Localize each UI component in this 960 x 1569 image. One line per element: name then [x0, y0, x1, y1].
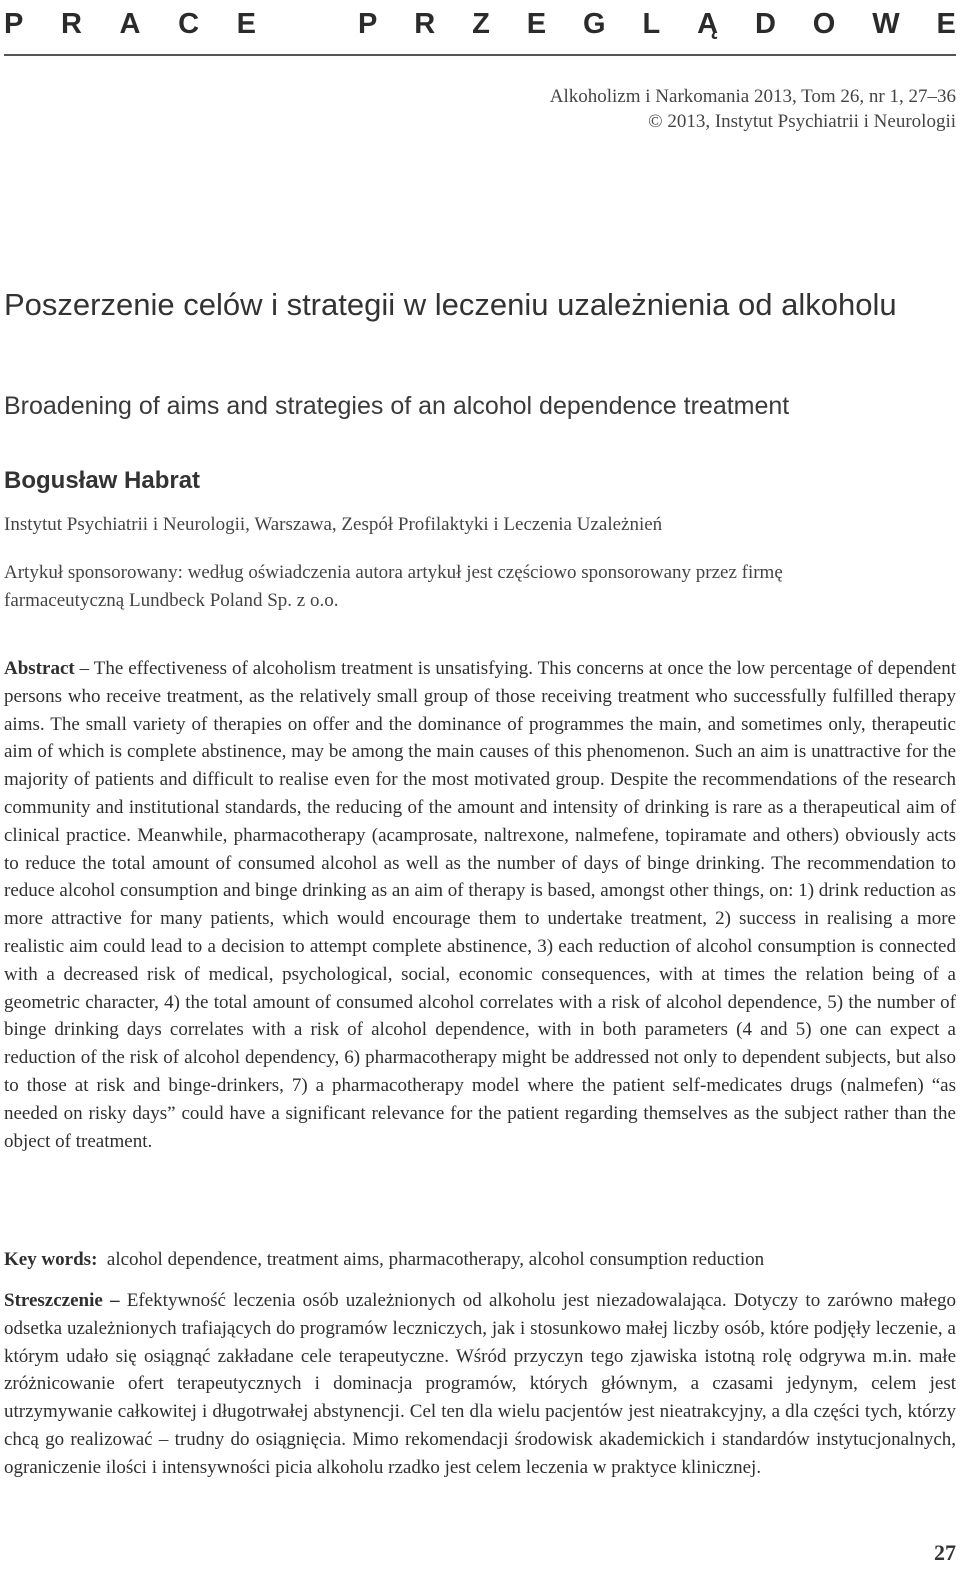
section-label-letter: C [178, 8, 200, 40]
abstract-label: Abstract [4, 658, 75, 679]
page-number: 27 [934, 1540, 956, 1565]
section-label-letter: R [414, 8, 436, 40]
article-title-polish: Poszerzenie celów i strategii w leczeniu uzależnienia od alkoholu [4, 287, 897, 322]
streszczenie-paragraph [4, 1287, 956, 1482]
section-label-letter: R [60, 8, 82, 40]
sponsorship-note: Artykuł sponsorowany: według oświadczenia autora artykuł jest częściowo sponsorowany przez firmę farmaceutyczną Lundbeck Poland Sp. z o.o. [4, 562, 783, 611]
section-label-letter: P [358, 8, 378, 40]
abstract-text: The effectiveness of alcoholism treatment is unsatisfying. This concerns at once the low percentage of dependent persons who receive treatment, as the relatively small group of those receiving treatment who successfully fulfilled therapy aims. The small variety of therapies on offer and the dominance of programmes the main, and sometimes only, therapeutic aim of which is complete abstinence, may be among the main causes of this phenomenon. Such an aim is unattractive for the majority of patients and difficult to realise even for the most motivated group. Despite the recommendations of the research community and institutional standards, the reducing of the amount and intensity of drinking is rare as a therapeutical aim of clinical practice. Meanwhile, pharmacotherapy (acamprosate, naltrexone, nalmefene, topiramate and others) obviously acts to reduce the total amount of consumed alcohol as well as the number of days of binge drinking. The recommendation to reduce alcohol consumption and binge drinking as an aim of therapy is based, amongst other things, on: 1) drink reduction as more attractive for many patients, which would encourage them to undertake treatment, 2) success in realising a more realistic aim could lead to a decision to attempt complete abstinence, 3) each reduction of alcohol consumption is connected with a decreased risk of medical, psychological, social, economic consequences, with at times the relation being of a geometric character, 4) the total amount of consumed alcohol correlates with a risk of alcohol dependence, 5) the number of binge drinking days correlates with a risk of alcohol dependence, with in both parameters (4 and 5) one can expect a reduction of the risk of alcohol dependency, 6) pharmacotherapy might be addressed not only to dependent subjects, but also to those at risk and binge-drinkers, 7) a pharmacotherapy model where the patient self-medicates drugs (nalmefen) “as needed on risky days” could have a significant relevance for the patient regarding themselves as the subject rather than the object of treatment. [4, 658, 956, 1152]
abstract-dash: – [74, 658, 94, 679]
section-label-word-2 [358, 8, 956, 41]
abstract-paragraph [4, 655, 956, 1155]
section-label-letter: E [526, 8, 547, 40]
keywords-text: alcohol dependence, treatment aims, pharmacotherapy, alcohol consumption reduction [106, 1249, 765, 1270]
section-label [4, 8, 956, 41]
section-label-letter: L [642, 8, 661, 40]
article-title-english: Broadening of aims and strategies of an alcohol dependence treatment [4, 392, 790, 420]
keywords-line [4, 1249, 956, 1271]
streszczenie-label: Streszczenie – [4, 1290, 120, 1311]
journal-info [550, 84, 956, 134]
section-label-letter: W [872, 8, 900, 40]
section-label-letter: D [754, 8, 776, 40]
journal-citation: Alkoholizm i Narkomania 2013, Tom 26, nr 1, 27–36 [549, 86, 956, 107]
author-name: Bogusław Habrat [4, 467, 201, 494]
author-affiliation: Instytut Psychiatrii i Neurologii, Warszawa, Zespół Profilaktyki i Leczenia Uzależnień [4, 514, 663, 535]
journal-copyright: © 2013, Instytut Psychiatrii i Neurologii [648, 111, 956, 132]
section-label-word-1 [4, 8, 256, 41]
section-label-letter: O [812, 8, 836, 40]
section-label-letter: P [4, 8, 24, 40]
keywords-label: Key words: [4, 1249, 98, 1270]
section-label-letter: Z [472, 8, 490, 40]
section-label-letter: A [119, 8, 141, 40]
header-rule [4, 54, 956, 56]
streszczenie-text: Efektywność leczenia osób uzależnionych od alkoholu jest niezadowalająca. Dotyczy to zarówno małego odsetka uzależnionych trafiających do programów leczniczych, jak i stosunkowo małej liczby osób, które podjęły leczenie, a którym udało się osiągnąć zakładane cele terapeutyczne. Wśród przyczyn tego zjawiska istotną rolę odgrywa m.in. małe zróżnicowanie ofert terapeutycznych i dominacja programów, których głównym, a czasami jedynym, celem jest utrzymywanie całkowitej i długotrwałej abstynencji. Cel ten dla wielu pacjentów jest nieatrakcyjny, a dla części tych, którzy chcą go realizować – trudny do osiągnięcia. Mimo rekomendacji środowisk akademickich i standardów instytucjonalnych, ograniczenie ilości i intensywności picia alkoholu rzadko jest celem leczenia w praktyce klinicznej. [4, 1290, 957, 1478]
section-label-letter: G [582, 8, 606, 40]
section-label-letter: Ą [697, 8, 719, 40]
section-label-letter: E [936, 8, 956, 40]
section-label-letter: E [236, 8, 256, 40]
